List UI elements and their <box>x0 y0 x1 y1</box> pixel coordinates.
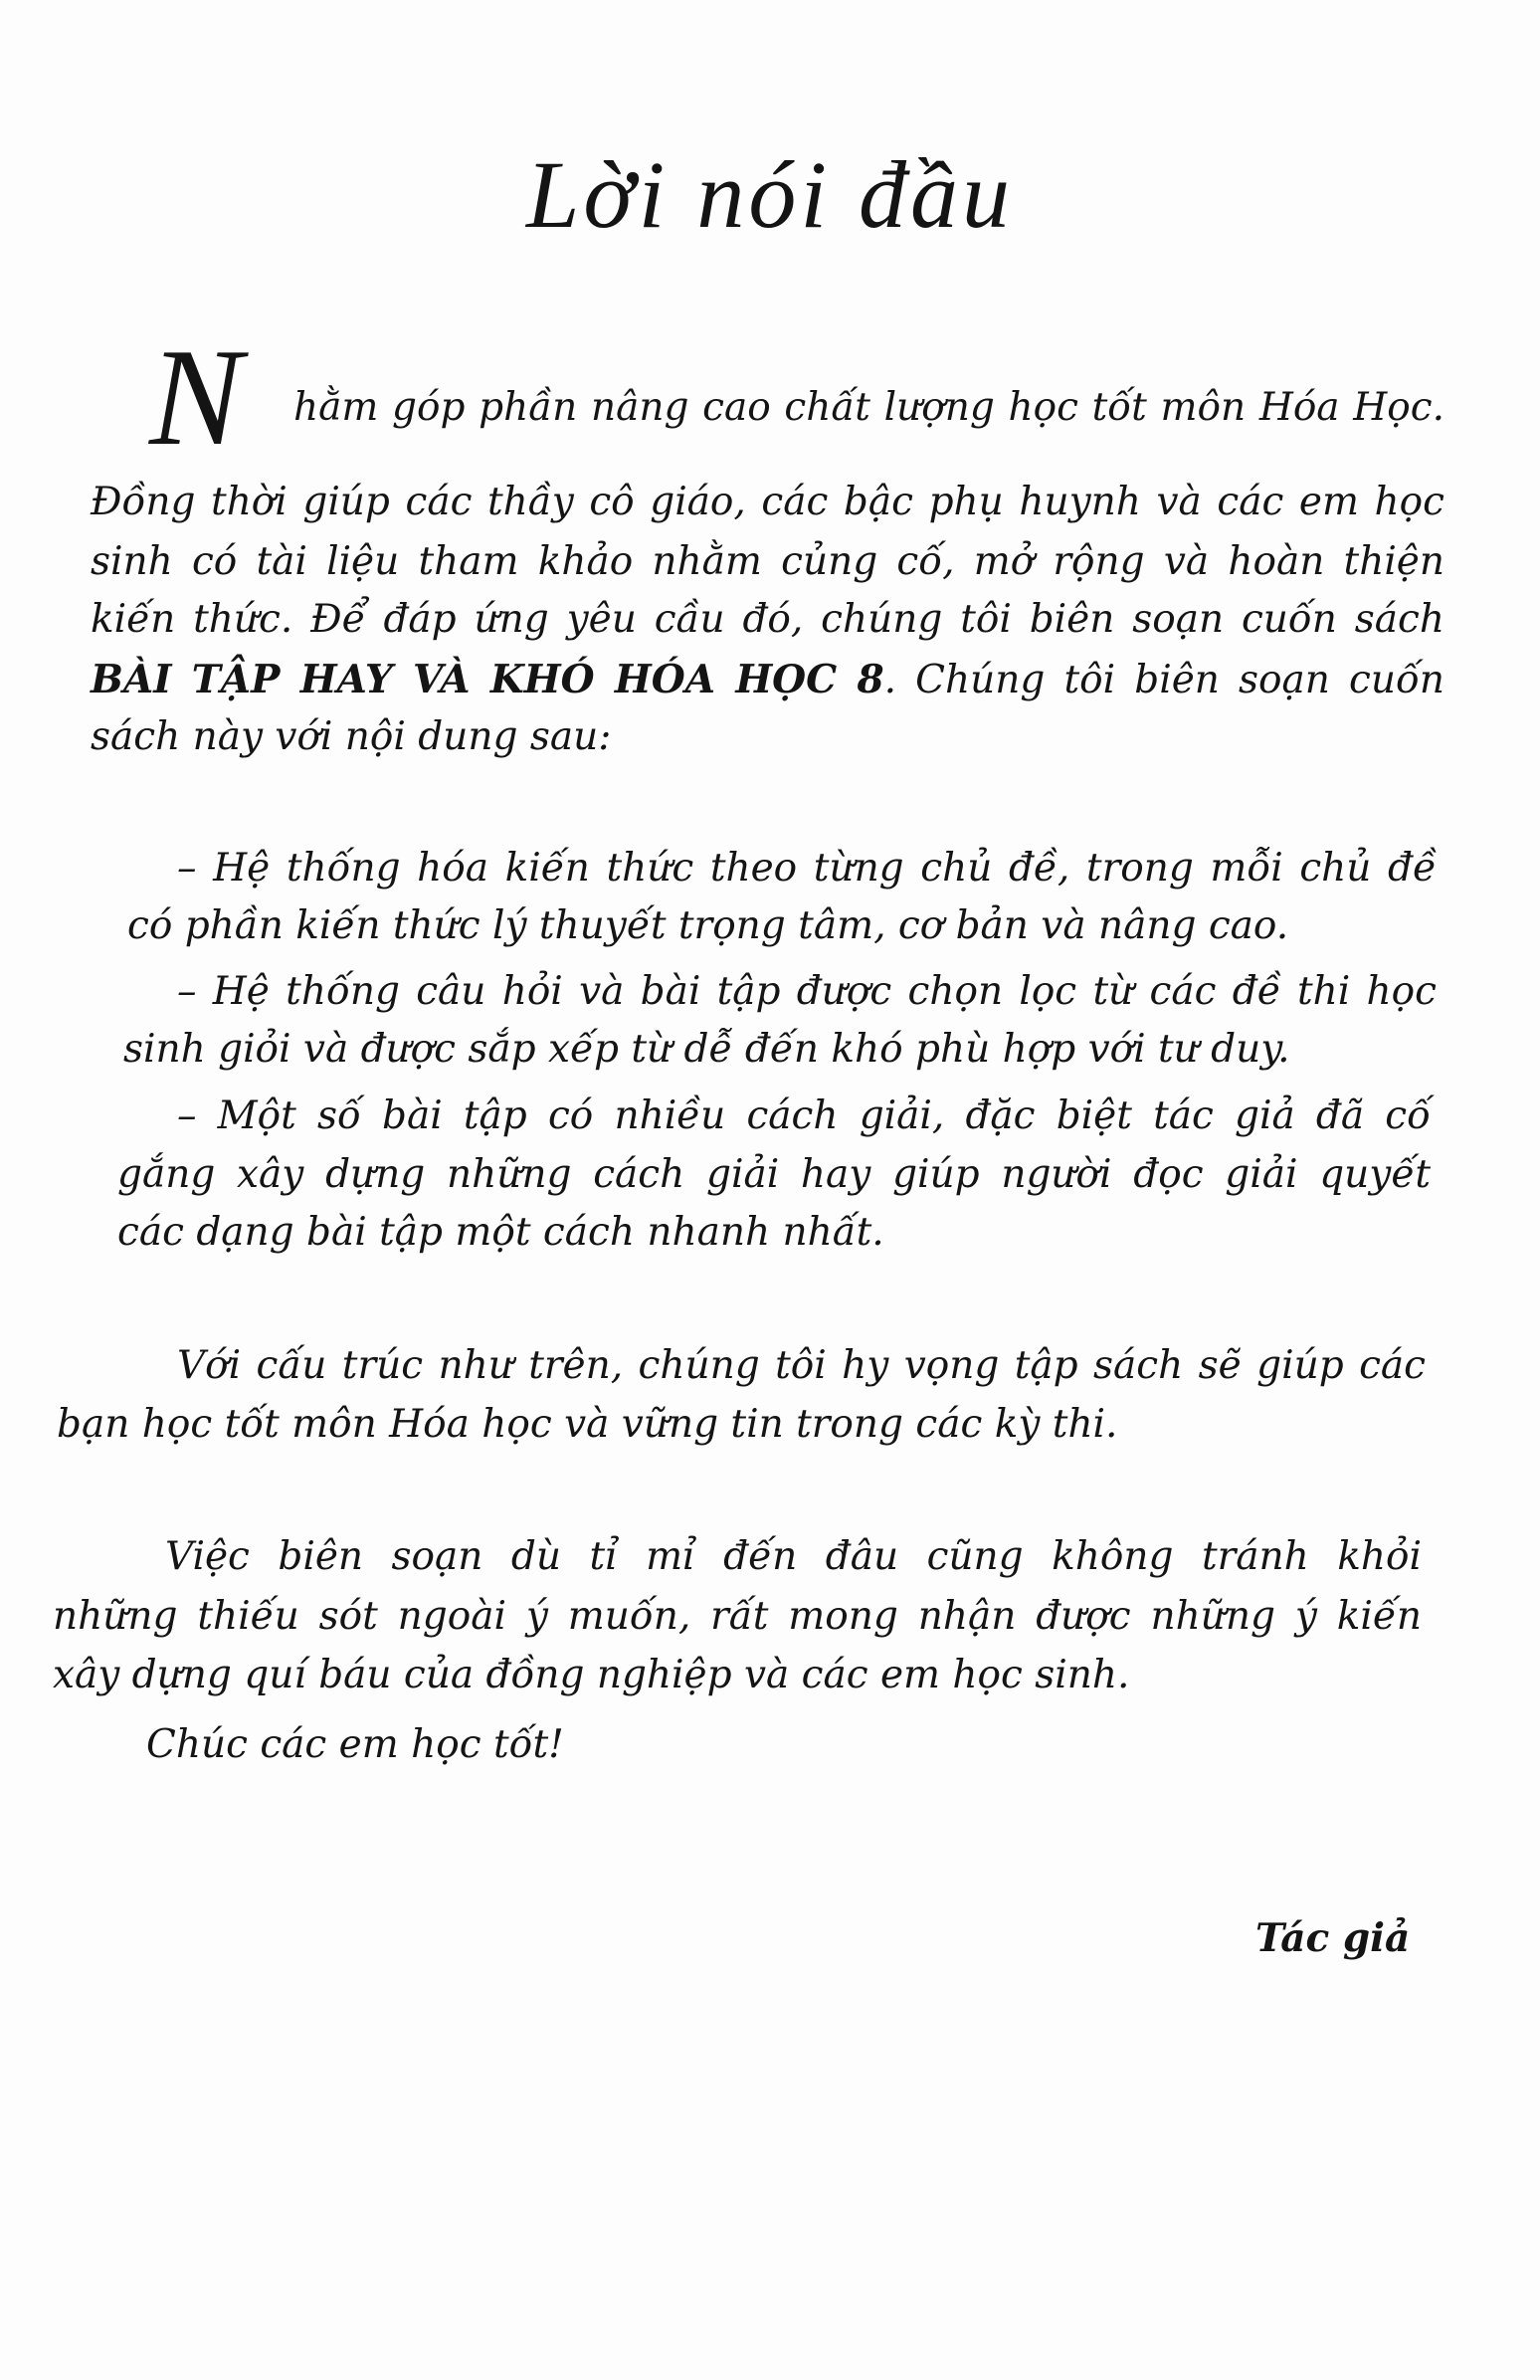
paragraph-line: bạn học tốt môn Hóa học và vững tin trong các kỳ thi. <box>57 1402 1118 1447</box>
bullet-line: gắng xây dựng những cách giải hay giúp người đọc giải quyết <box>117 1152 1431 1197</box>
closing-line: Chúc các em học tốt! <box>146 1722 564 1767</box>
book-title: BÀI TẬP HAY VÀ KHÓ HÓA HỌC 8 <box>91 657 884 702</box>
intro-line: Đồng thời giúp các thầy cô giáo, các bậc phụ huynh và các em học <box>91 480 1444 524</box>
paragraph-line: xây dựng quí báu của đồng nghiệp và các em học sinh. <box>53 1653 1130 1697</box>
paragraph-line: những thiếu sót ngoài ý muốn, rất mong nhận được những ý kiến <box>53 1594 1422 1639</box>
intro-line <box>91 655 1444 705</box>
signature: Tác giả <box>1255 1915 1411 1961</box>
bullet-line: – Hệ thống câu hỏi và bài tập được chọn lọc từ các đề thi học <box>177 969 1437 1014</box>
intro-line: kiến thức. Để đáp ứng yêu cầu đó, chúng tôi biên soạn cuốn sách <box>91 597 1444 642</box>
intro-line: sinh có tài liệu tham khảo nhằm củng cố, mở rộng và hoàn thiện <box>91 539 1444 584</box>
page-title: Lời nói đầu <box>526 141 1014 248</box>
bullet-line: sinh giỏi và được sắp xếp từ dễ đến khó phù hợp với tư duy. <box>123 1027 1290 1072</box>
intro-line: sách này với nội dung sau: <box>91 714 612 759</box>
intro-line-rest: . Chúng tôi biên soạn cuốn <box>883 658 1444 702</box>
bullet-line: – Hệ thống hóa kiến thức theo từng chủ đề, trong mỗi chủ đề <box>177 846 1437 891</box>
drop-cap: N <box>149 320 243 475</box>
paragraph-line: Với cấu trúc như trên, chúng tôi hy vọng tập sách sẽ giúp các <box>177 1343 1426 1388</box>
paragraph-line: Việc biên soạn dù tỉ mỉ đến đâu cũng không tránh khỏi <box>165 1534 1422 1579</box>
bullet-line: – Một số bài tập có nhiều cách giải, đặc biệt tác giả đã cố <box>177 1093 1431 1138</box>
intro-line: hằm góp phần nâng cao chất lượng học tốt môn Hóa Học. <box>293 385 1444 430</box>
bullet-line: có phần kiến thức lý thuyết trọng tâm, cơ bản và nâng cao. <box>127 903 1289 948</box>
bullet-line: các dạng bài tập một cách nhanh nhất. <box>117 1210 884 1255</box>
